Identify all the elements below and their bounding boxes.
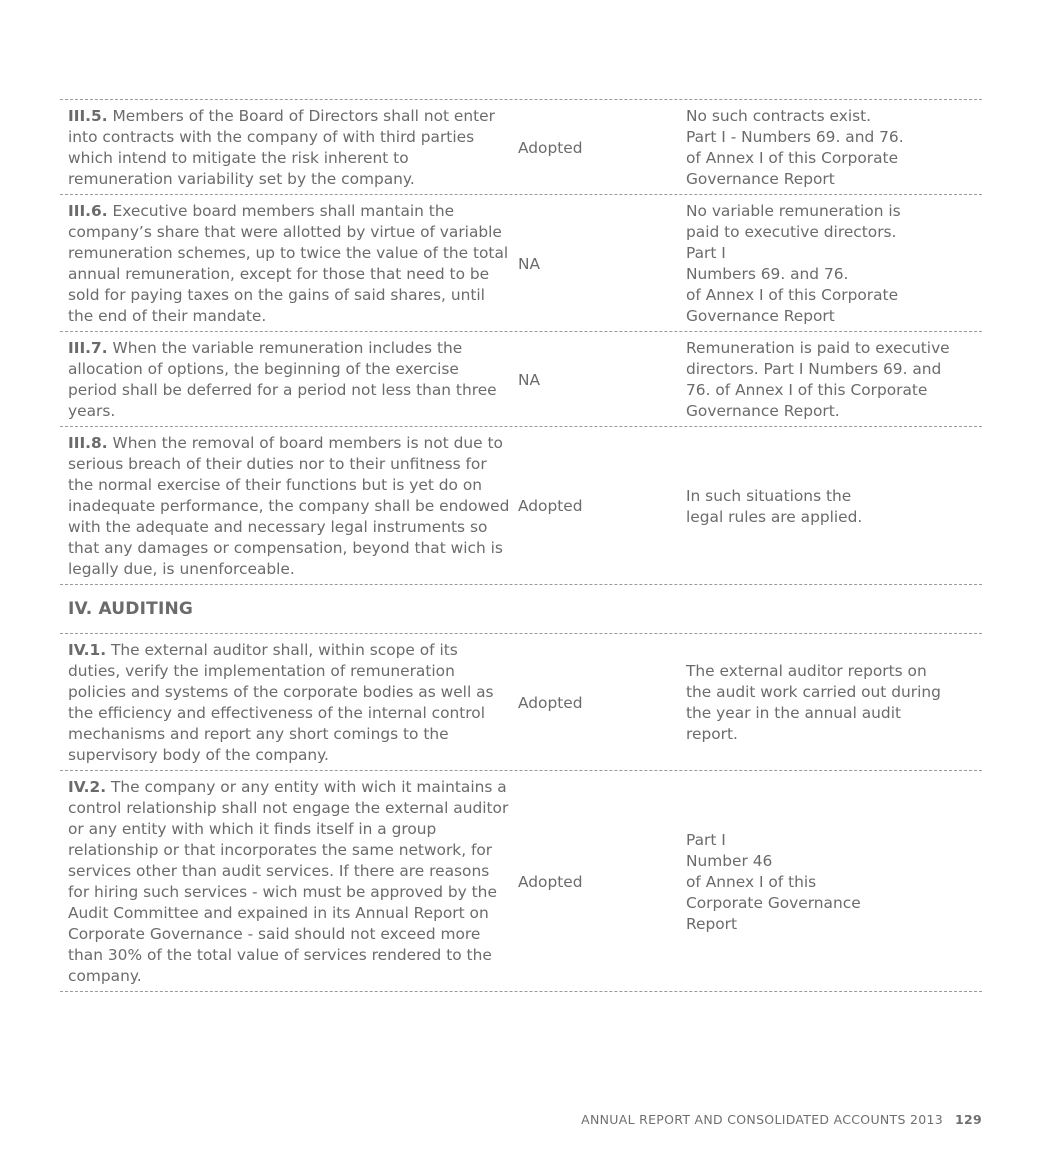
table-row	[60, 195, 982, 332]
table-row	[60, 100, 982, 195]
recommendation-code: III.7.	[68, 339, 108, 357]
adoption-status: Adopted	[518, 497, 583, 515]
compliance-note: Part I Number 46 of Annex I of this Corporate Governance Report	[686, 830, 861, 933]
recommendation-text	[60, 201, 512, 327]
section-header	[60, 585, 982, 634]
table-row	[60, 332, 982, 427]
recommendation-body: Members of the Board of Directors shall not enter into contracts with the company of with third parties which intend to mitigate the risk inherent to remuneration variability set by the company.	[68, 107, 495, 188]
recommendation-text	[60, 777, 512, 987]
recommendation-text	[60, 338, 512, 422]
adoption-status: Adopted	[518, 872, 583, 891]
compliance-note: The external auditor reports on the audit work carried out during the year in the annual audit report.	[686, 662, 941, 743]
recommendation-body: When the variable remuneration includes the allocation of options, the beginning of the exercise period shall be deferred for a period not less than three years.	[68, 339, 497, 420]
recommendation-code: III.8.	[68, 434, 108, 452]
adoption-status: NA	[518, 254, 541, 273]
governance-table	[60, 99, 982, 992]
report-title: ANNUAL REPORT AND CONSOLIDATED ACCOUNTS 2013	[581, 1112, 943, 1127]
table-row	[60, 427, 982, 585]
compliance-note: No variable remuneration is paid to executive directors. Part I Numbers 69. and 76. of Annex I of this Corporate Governance Report	[686, 202, 901, 325]
compliance-note: In such situations the legal rules are applied.	[686, 486, 863, 526]
recommendation-code: III.5.	[68, 107, 108, 125]
recommendation-body: The company or any entity with wich it maintains a control relationship shall not engage the external auditor or any entity with which it finds itself in a group relationship or that incorporates the same network, for services other than audit services. If there are reasons for hiring such services - wich must be approved by the Audit Committee and expained in its Annual Report on Corporate Governance - said should not exceed more than 30% of the total value of services rendered to the company.	[68, 778, 509, 985]
page-footer	[581, 1112, 982, 1127]
page-number: 129	[955, 1112, 982, 1127]
recommendation-code: III.6.	[68, 202, 108, 220]
recommendation-code: IV.2.	[68, 778, 107, 796]
recommendation-code: IV.1.	[68, 641, 107, 659]
adoption-status: Adopted	[518, 138, 583, 157]
table-row	[60, 771, 982, 992]
section-title: IV. AUDITING	[68, 599, 194, 619]
adoption-status: NA	[518, 370, 541, 389]
recommendation-text	[60, 106, 512, 190]
compliance-note: Remuneration is paid to executive directors. Part I Numbers 69. and 76. of Annex I of this Corporate Governance Report.	[686, 339, 950, 420]
recommendation-body: When the removal of board members is not due to serious breach of their duties nor to their unfitness for the normal exercise of their functions but is yet do on inadequate performance, the company shall be endowed with the adequate and necessary legal instruments so that any damages or compensation, beyond that wich is legally due, is unenforceable.	[68, 434, 510, 578]
table-row	[60, 634, 982, 771]
compliance-note: No such contracts exist. Part I - Numbers 69. and 76. of Annex I of this Corporate Governance Report	[686, 107, 904, 188]
recommendation-text	[60, 433, 512, 580]
recommendation-body: The external auditor shall, within scope of its duties, verify the implementation of remuneration policies and systems of the corporate bodies as well as the efficiency and effectiveness of the internal control mechanisms and report any short comings to the supervisory body of the company.	[68, 641, 494, 764]
recommendation-text	[60, 640, 512, 766]
adoption-status: Adopted	[518, 693, 583, 712]
recommendation-body: Executive board members shall mantain the company’s share that were allotted by virtue of variable remuneration schemes, up to twice the value of the total annual remuneration, except for those that need to be sold for paying taxes on the gains of said shares, until the end of their mandate.	[68, 202, 509, 325]
